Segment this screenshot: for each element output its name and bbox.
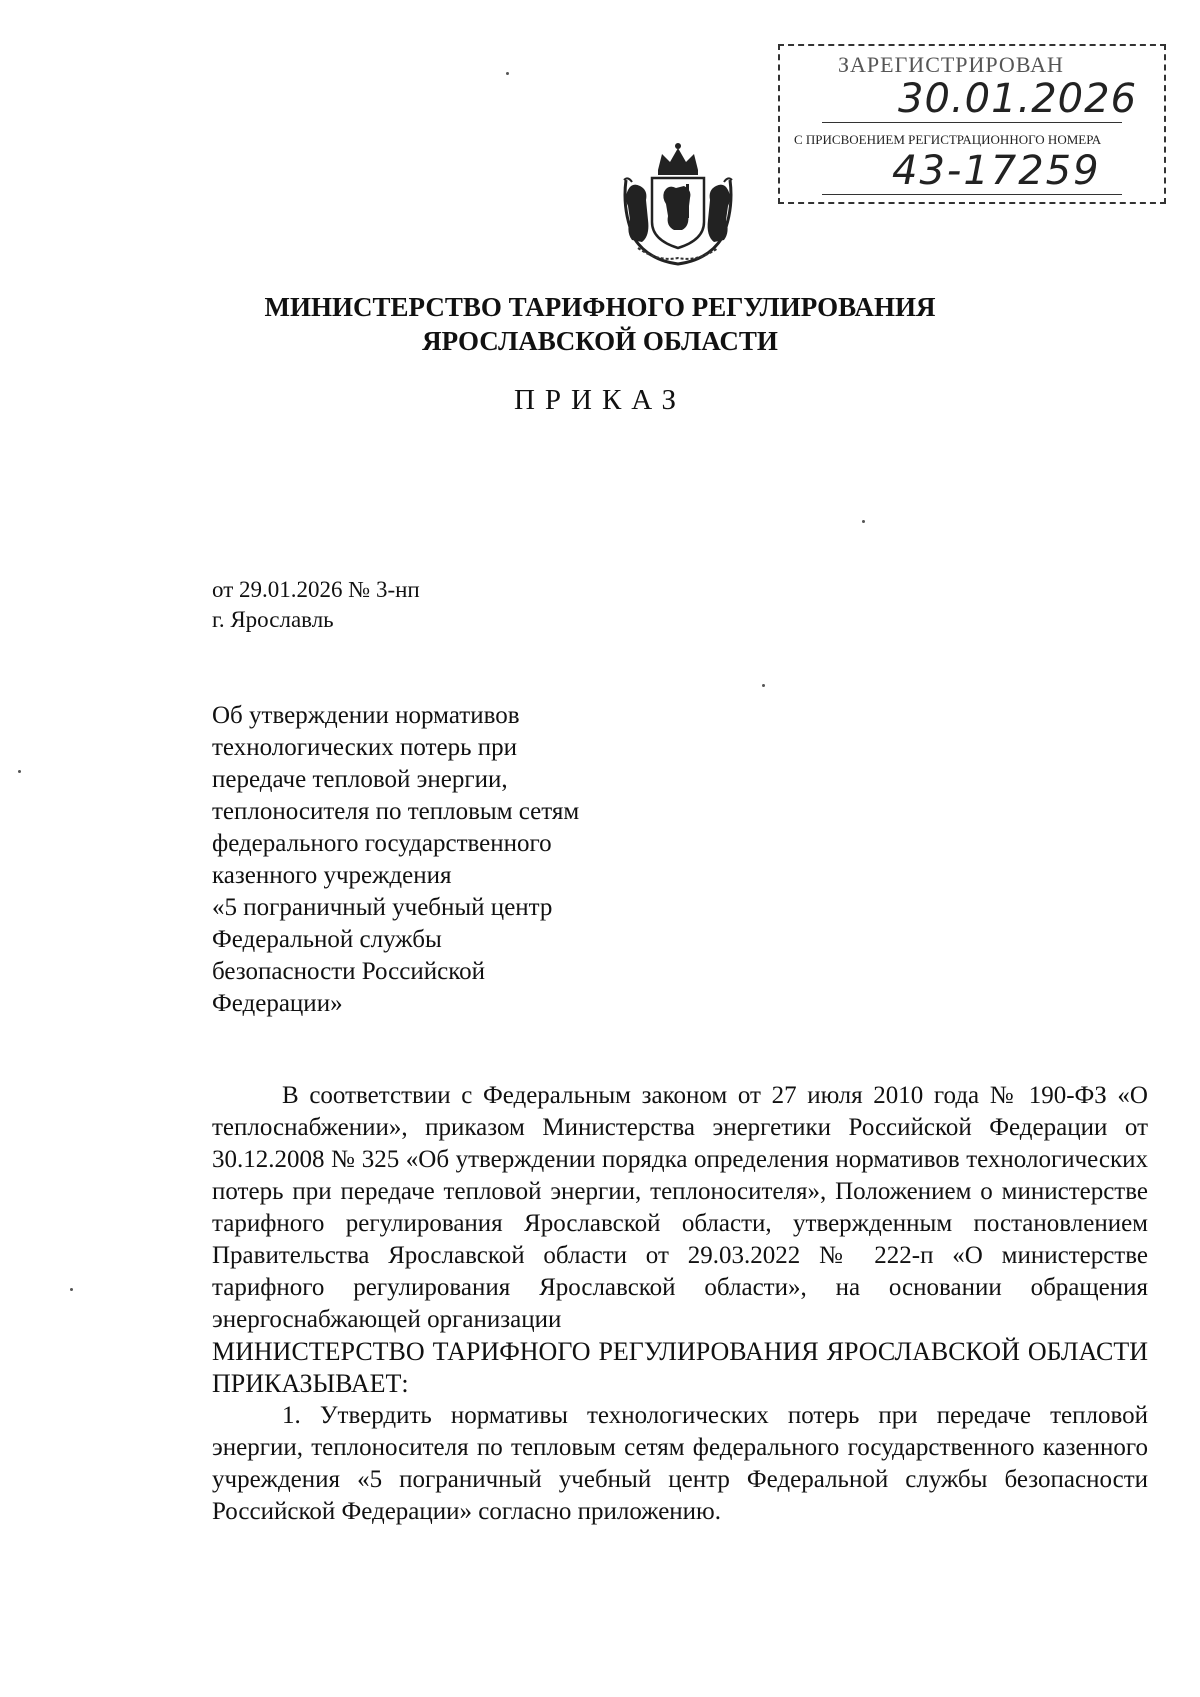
stamp-number: 43-17259 <box>892 148 1101 194</box>
subject-line: «5 пограничный учебный центр <box>212 894 553 921</box>
subject-line: Федерации» <box>212 990 343 1017</box>
subject-line: федерального государственного <box>212 830 552 857</box>
document-type-title: ПРИКАЗ <box>513 384 687 416</box>
stamp-title: ЗАРЕГИСТРИРОВАН <box>838 52 1064 77</box>
subject-line: передаче тепловой энергии, <box>212 766 508 793</box>
subject-line: Федеральной службы <box>212 926 442 953</box>
scan-speck <box>70 1288 73 1291</box>
subject-line: технологических потерь при <box>212 734 517 761</box>
order-item-1: 1. Утвердить нормативы технологических потерь при передаче тепловой энергии, теплоносителя по тепловым сетям федерального государственного казенного учреждения «5 пограничный учебный центр Федеральной службы безопасности Российской Федерации» согласно приложению. <box>212 1402 1148 1525</box>
document-meta <box>212 575 420 635</box>
stamp-date: 30.01.2026 <box>898 76 1138 122</box>
subject-line: казенного учреждения <box>212 862 452 889</box>
subject-line: теплоносителя по тепловым сетям <box>212 798 580 825</box>
ministry-header <box>0 290 1200 358</box>
ministry-name-line2: ЯРОСЛАВСКОЙ ОБЛАСТИ <box>422 326 778 356</box>
document-city: г. Ярославль <box>212 607 334 632</box>
decree-statement: МИНИСТЕРСТВО ТАРИФНОГО РЕГУЛИРОВАНИЯ ЯРОСЛАВСКОЙ ОБЛАСТИ ПРИКАЗЫВАЕТ: <box>212 1337 1148 1398</box>
registration-stamp <box>778 44 1166 204</box>
scan-speck <box>18 770 21 773</box>
stamp-underline <box>822 194 1122 195</box>
document-body <box>212 1080 1148 1528</box>
subject-line: безопасности Российской <box>212 958 485 985</box>
ministry-name-line1: МИНИСТЕРСТВО ТАРИФНОГО РЕГУЛИРОВАНИЯ <box>264 292 936 322</box>
document-subject <box>212 700 579 1020</box>
preamble-paragraph: В соответствии с Федеральным законом от 27 июля 2010 года № 190-ФЗ «О теплоснабжении», приказом Министерства энергетики Российской Федерации от 30.12.2008 № 325 «Об утверждении порядка определения нормативов технологических потерь при передаче тепловой энергии, теплоносителя», Положением о министерстве тарифного регулирования Ярославской области, утвержденным постановлением Правительства Ярославской области от 29.03.2022 № 222-п «О министерстве тарифного регулирования Ярославской области», на основании обращения энергоснабжающей организации <box>212 1082 1148 1333</box>
scan-speck <box>506 72 509 75</box>
document-date-number: от 29.01.2026 № 3-нп <box>212 577 420 602</box>
subject-line: Об утверждении нормативов <box>212 702 520 729</box>
stamp-underline <box>822 122 1122 123</box>
stamp-subtitle: С ПРИСВОЕНИЕМ РЕГИСТРАЦИОННОГО НОМЕРА <box>794 132 1102 147</box>
coat-of-arms-icon <box>618 140 738 268</box>
scan-speck <box>862 520 865 523</box>
scan-speck <box>762 684 765 687</box>
